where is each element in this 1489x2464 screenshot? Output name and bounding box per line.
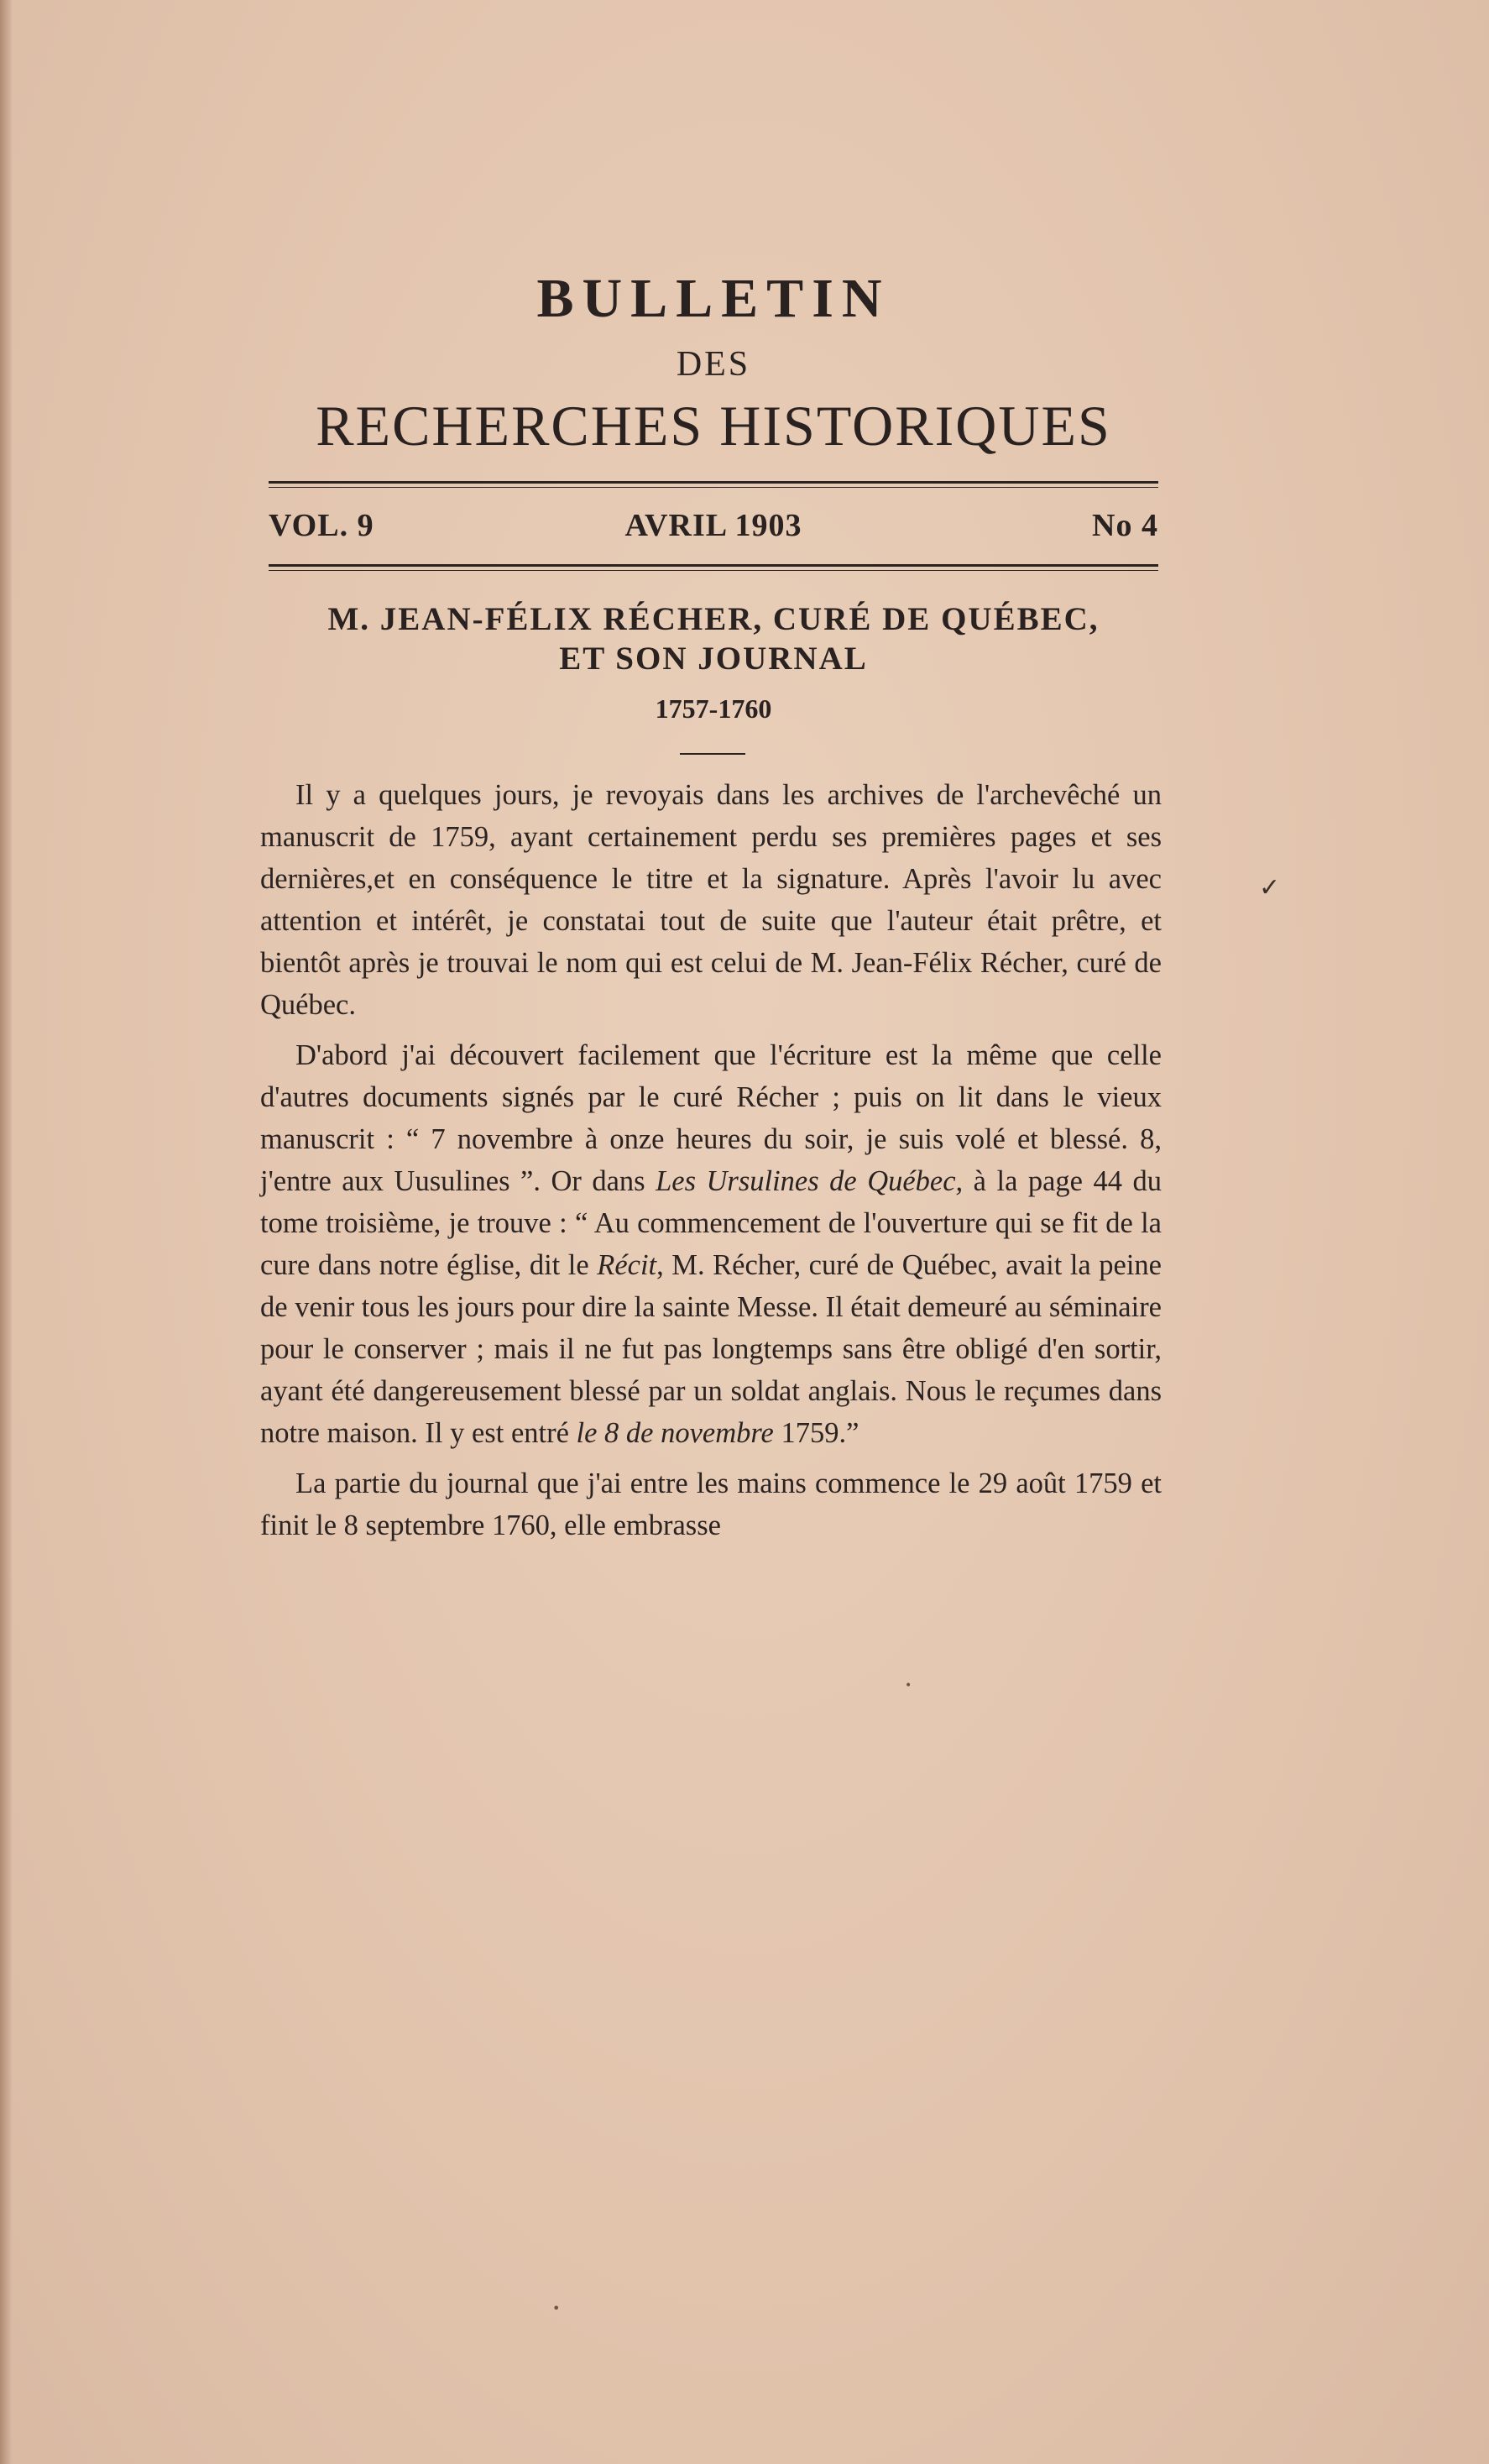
paragraph-1: Il y a quelques jours, je revoyais dans les archives de l'archevêché un manuscrit de 1759, ayant certainement perdu ses premières pages et ses dernières,et en conséquence le titre et la signature. Après l'avoir lu avec attention et intérêt, je constatai tout de suite que l'auteur était prêtre, et bientôt après je trouvai le nom qui est celui de M. Jean-Félix Récher, curé de Québec. [260,779,1162,1021]
journal-title-connector: DES [676,345,751,384]
issue-date: AVRIL 1903 [624,508,802,543]
recit-reference: Récit [597,1249,657,1281]
pencil-mark-icon: ✓ [1259,873,1281,902]
journal-subtitle: RECHERCHES HISTORIQUES [316,394,1111,458]
masthead-rule-top [269,481,1158,488]
journal-title: BULLETIN [536,268,891,329]
ink-speck: • [552,2300,561,2316]
book-title: Les Ursulines de Québec, [656,1165,964,1197]
article-title-line-2: ET SON JOURNAL [559,641,868,677]
volume-label: VOL. 9 [269,508,374,543]
ink-speck: • [905,1679,912,1692]
title-divider [680,753,745,755]
article-body [260,774,1162,1555]
article-title-line-1: M. JEAN-FÉLIX RÉCHER, CURÉ DE QUÉBEC, [327,601,1100,637]
paragraph-2: D'abord j'ai découvert facilement que l'écriture est la même que celle d'autres documents signés par le curé Récher ; puis on lit dans le vieux manuscrit : “ 7 novembre à onze heures du soir, je suis volé et blessé. 8, j'entre aux Uusulines ”. Or dans Les Ursulines de Québec, à la page 44 du tome troisième, je trouve : “ Au commencement de l'ouverture qui se fit de la cure dans notre église, dit le Récit, M. Récher, curé de Québec, avait la peine de venir tous les jours pour dire la sainte Messe. Il était demeuré au séminaire pour le conserver ; mais il ne fut pas longtemps sans être obligé d'en sortir, ayant été dangereusement blessé par un soldat anglais. Nous le reçumes dans notre maison. Il y est entré le 8 de novembre 1759.” [260,1039,1162,1449]
article-years: 1757-1760 [655,693,772,724]
issue-info-line [269,507,1158,549]
page-binding-edge [0,0,12,2464]
date-reference: le 8 de novembre [576,1417,774,1449]
masthead-rule-bottom [269,564,1158,571]
paragraph-3: La partie du journal que j'ai entre les mains commence le 29 août 1759 et finit le 8 septembre 1760, elle embrasse [260,1467,1162,1541]
issue-number: No 4 [1092,508,1158,543]
